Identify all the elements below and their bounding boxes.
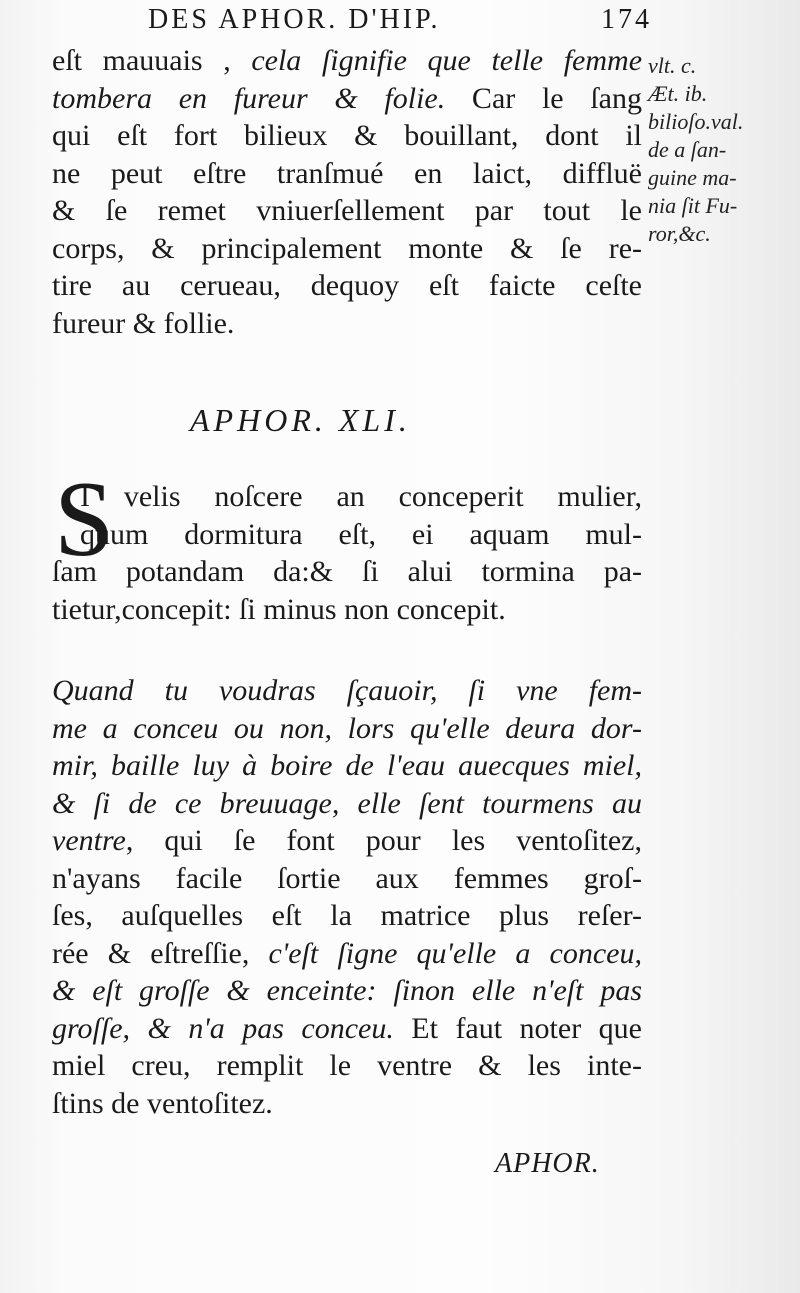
running-title: DES APHOR. D'HIP. — [148, 4, 441, 35]
margin-note-line: vlt. c. — [648, 53, 697, 78]
roman-span: miel creu, remplit le ventre & les inte- — [52, 1049, 642, 1082]
text-line — [52, 192, 642, 230]
page-number: 174 — [601, 4, 652, 35]
italic-span: & eſt groſſe & enceinte: ſinon elle n'eſt pas — [52, 974, 642, 1007]
french-translation — [52, 672, 642, 1122]
text-line — [52, 897, 642, 935]
roman-span: eſt mauuais , — [52, 44, 252, 77]
text-line — [52, 822, 642, 860]
text-line — [52, 42, 642, 80]
italic-span: & ſi de ce breuuage, elle ſent tourmens au — [52, 786, 642, 820]
italic-span: groſſe, & n'a pas conceu. — [52, 1011, 394, 1045]
margin-note — [648, 52, 798, 248]
italic-span: mir, baille luy à boire de l'eau auecques miel, — [52, 749, 642, 782]
italic-span: ventre — [52, 824, 126, 857]
text-line: I velis noſcere an conceperit mulier, — [80, 480, 642, 513]
text-line — [52, 1010, 642, 1048]
latin-aphorism — [52, 478, 642, 628]
italic-span: cela ſignifie que telle femme — [251, 44, 643, 77]
text-line — [52, 710, 642, 748]
text-line — [52, 860, 642, 898]
margin-note-line: de a ſan- — [648, 137, 727, 162]
text-line: quum dormitura eſt, ei aquam mul- — [80, 517, 642, 551]
margin-note-line: guine ma- — [648, 165, 737, 190]
text-line — [52, 230, 642, 268]
margin-note-line: Æt. ib. — [648, 81, 708, 106]
text-line: ſam potandam da:& ſi alui tormina pa- — [52, 555, 642, 588]
roman-span: qui eſt fort bilieux & bouillant, dont il — [52, 119, 642, 152]
roman-span: fureur & follie. — [52, 306, 235, 340]
text-line — [52, 1085, 642, 1123]
margin-note-line: bilioſo.val. — [648, 109, 744, 134]
text-line — [52, 155, 642, 193]
italic-span: c'eſt ſigne qu'elle a conceu, — [268, 936, 642, 970]
catchword: APHOR. — [495, 1148, 600, 1179]
text-line — [52, 267, 642, 305]
margin-note-line: nia ſit Fu- — [648, 193, 738, 218]
drop-cap: S — [54, 460, 115, 579]
text-line — [52, 117, 642, 155]
show-through-texture — [420, 340, 426, 367]
roman-span: , qui ſe font pour les ventoſitez, — [125, 824, 642, 857]
text-line — [52, 305, 642, 343]
roman-span: ſes, auſquelles eſt la matrice plus reſer- — [52, 899, 642, 932]
roman-span: ſtins de ventoſitez. — [52, 1086, 273, 1120]
margin-note-line: ror,&c. — [648, 221, 711, 246]
roman-span: rée & eſtreſſie, — [52, 936, 269, 970]
running-header — [148, 4, 652, 36]
text-line — [52, 785, 642, 823]
text-line — [52, 672, 642, 710]
text-line — [52, 747, 642, 785]
roman-span: Et faut noter que — [393, 1011, 642, 1045]
aphorism-heading: APHOR. XLI. — [190, 402, 411, 438]
text-line — [52, 935, 642, 973]
roman-span: Car le ſang — [445, 81, 642, 115]
italic-span: tombera en fureur & folie. — [52, 81, 446, 115]
roman-span: n'ayans facile ſortie aux femmes groſ- — [52, 861, 642, 895]
text-line — [52, 1047, 642, 1085]
french-commentary-continued — [52, 42, 642, 342]
text-line — [52, 972, 642, 1010]
roman-span: ne peut eſtre tranſmué en laict, diffluë — [52, 156, 642, 190]
roman-span: tire au cerueau, dequoy eſt faicte ceſte — [52, 269, 642, 302]
italic-span: Quand tu voudras ſçauoir, ſi vne fem- — [52, 674, 642, 707]
roman-span: & ſe remet vniuerſellement par tout le — [52, 194, 642, 227]
italic-span: me a conceu ou non, lors qu'elle deura dor- — [52, 711, 642, 745]
text-line — [52, 80, 642, 118]
text-line: tietur,concepit: ſi minus non concepit. — [52, 592, 506, 626]
roman-span: corps, & principalement monte & ſe re- — [52, 231, 642, 265]
